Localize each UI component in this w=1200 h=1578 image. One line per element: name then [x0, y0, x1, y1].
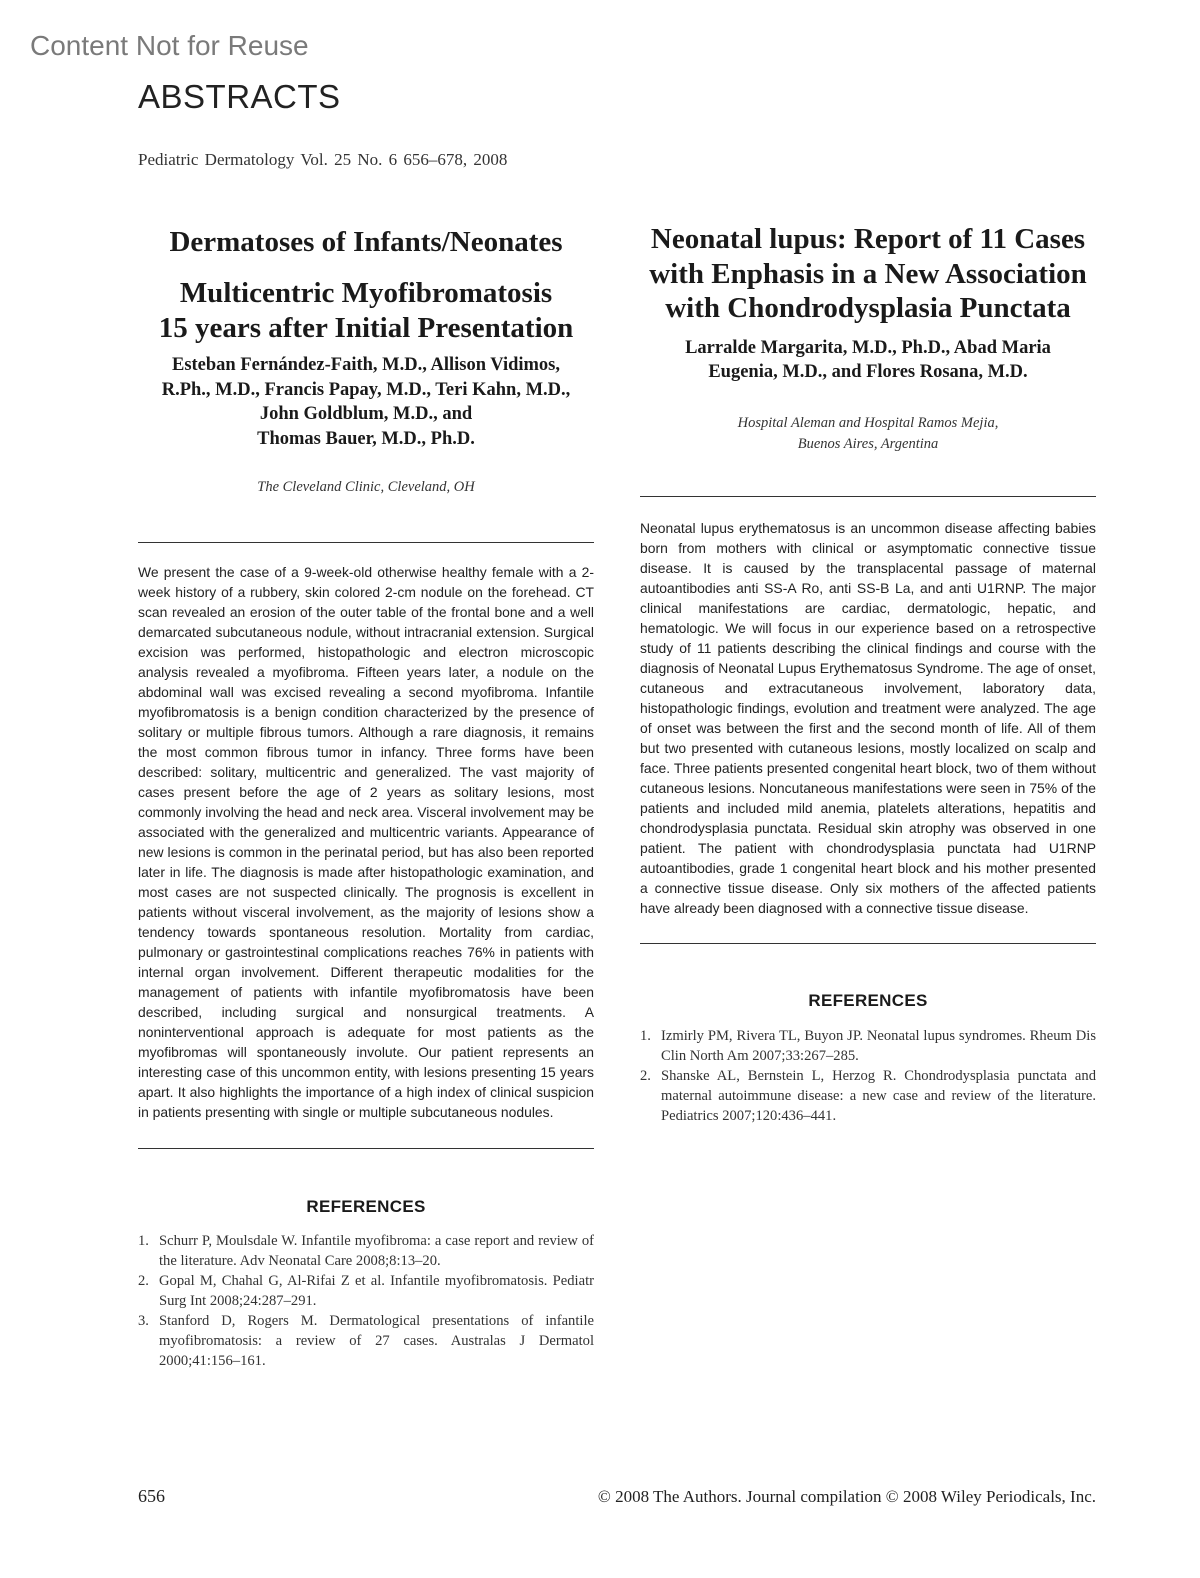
- authors-line: Eugenia, M.D., and Flores Rosana, M.D.: [708, 362, 1028, 382]
- reference-number: 2.: [640, 1067, 651, 1084]
- title-line: with Chondrodysplasia Punctata: [665, 292, 1071, 324]
- affiliation-line: Buenos Aires, Argentina: [797, 436, 939, 452]
- article-title: [640, 222, 1096, 326]
- journal-citation: Pediatric Dermatology Vol. 25 No. 6 656–678, 2008: [138, 150, 508, 169]
- divider: [138, 1148, 594, 1149]
- references-heading: REFERENCES: [306, 1196, 426, 1216]
- reference-item: [138, 1231, 594, 1271]
- divider: [640, 943, 1096, 944]
- authors-line: John Goldblum, M.D., and: [259, 404, 473, 424]
- reference-text: Stanford D, Rogers M. Dermatological presentations of infantile myofibromatosis: a review of 27 cases. Australas J Dermatol 2000;41:156–161.: [159, 1312, 594, 1369]
- reference-number: 1.: [640, 1027, 651, 1044]
- article-authors: [138, 353, 594, 451]
- section-title: ABSTRACTS: [138, 78, 341, 115]
- reference-number: 3.: [138, 1312, 149, 1329]
- left-article: [138, 222, 594, 1371]
- copyright-notice: © 2008 The Authors. Journal compilation © 2008 Wiley Periodicals, Inc.: [597, 1487, 1096, 1506]
- affiliation-line: Hospital Aleman and Hospital Ramos Mejia,: [737, 414, 999, 431]
- references-heading: REFERENCES: [808, 990, 928, 1010]
- authors-line: Thomas Bauer, M.D., Ph.D.: [257, 428, 475, 449]
- authors-line: Larralde Margarita, M.D., Ph.D., Abad Maria: [685, 337, 1051, 358]
- divider: [138, 542, 594, 543]
- reference-text: Schurr P, Moulsdale W. Infantile myofibroma: a case report and review of the literature. Adv Neonatal Care 2008;8:13–20.: [159, 1232, 594, 1269]
- article-affiliation: The Cleveland Clinic, Cleveland, OH: [257, 479, 475, 495]
- authors-line: Esteban Fernández-Faith, M.D., Allison Vidimos,: [171, 355, 560, 375]
- references-list: [138, 1231, 594, 1371]
- reference-text: Shanske AL, Bernstein L, Herzog R. Chondrodysplasia punctata and maternal autoimmune disease: a new case and review of the literature. Pediatrics 2007;120:436–441.: [661, 1067, 1096, 1124]
- references-list: [640, 1026, 1096, 1126]
- title-line: Neonatal lupus: Report of 11 Cases: [650, 223, 1086, 255]
- right-article: [640, 222, 1096, 1126]
- reference-item: [138, 1271, 594, 1311]
- authors-line: R.Ph., M.D., Francis Papay, M.D., Teri Kahn, M.D.,: [161, 379, 571, 400]
- divider: [640, 496, 1096, 497]
- reference-item: [640, 1026, 1096, 1066]
- reference-item: [640, 1066, 1096, 1126]
- title-line: with Enphasis in a New Association: [649, 257, 1087, 290]
- title-line: 15 years after Initial Presentation: [158, 311, 574, 344]
- reference-number: 1.: [138, 1232, 149, 1249]
- reference-text: Izmirly PM, Rivera TL, Buyon JP. Neonatal lupus syndromes. Rheum Dis Clin North Am 2007;33:267–285.: [661, 1027, 1096, 1064]
- article-authors: [640, 336, 1096, 385]
- reference-item: [138, 1311, 594, 1371]
- reference-number: 2.: [138, 1272, 149, 1289]
- abstract-text: We present the case of a 9-week-old otherwise healthy female with a 2-week history of a rubbery, skin colored 2-cm nodule on the forehead. CT scan revealed an erosion of the outer table of the frontal bone and a well demarcated subcutaneous nodule, without intracranial extension. Surgical excision was performed, histopathologic and electron microscopic analysis revealed a myofibroma. Fifteen years later, a nodule on the abdominal wall was excised revealing a second myofibroma. Infantile myofibromatosis is a benign condition characterized by the presence of solitary or multiple fibrous tumors. Although a rare diagnosis, it remains the most common fibrous tumor in infancy. Three forms have been described: solitary, multicentric and generalized. The vast majority of cases present before the age of 2 years as solitary lesions, most commonly involving the head and neck area. Visceral involvement may be associated with the generalized and multicentric variants. Appearance of new lesions is common in the perinatal period, but has also been reported later in life. The diagnosis is made after histopathologic examination, and most cases are not suspected clinically. The prognosis is excellent in patients without visceral involvement, as the majority of lesions show a tendency towards spontaneous resolution. Mortality from cardiac, pulmonary or gastrointestinal complications reaches 76% in patients with internal organ involvement. Different therapeutic modalities for the management of patients with infantile myofibromatosis have been described, including surgical and nonsurgical treatments. A noninterventional approach is adequate for most patients as the myofibromas will spontaneously involute. Our patient represents an interesting case of this uncommon entity, with lesions presenting 15 years apart. It also highlights the importance of a high index of clinical suspicion in patients presenting with single or multiple subcutaneous nodules.: [138, 563, 594, 1120]
- reference-text: Gopal M, Chahal G, Al-Rifai Z et al. Infantile myofibromatosis. Pediatr Surg Int 2008;24:287–291.: [159, 1272, 594, 1309]
- article-title: [138, 276, 594, 345]
- page-number: 656: [138, 1486, 165, 1506]
- category-heading: Dermatoses of Infants/Neonates: [169, 226, 563, 258]
- abstract-text: Neonatal lupus erythematosus is an uncommon disease affecting babies born from mothers with clinical or asymptomatic connective tissue disease. It is caused by the transplacental passage of maternal autoantibodies anti SS-A Ro, anti SS-B La, and anti U1RNP. The major clinical manifestations are cardiac, dermatologic, hepatic, and hematologic. We will focus in our experience based on a retrospective study of 11 patients describing the clinical findings and course with the diagnosis of Neonatal Lupus Erythematosus Syndrome. The age of onset, cutaneous and extracutaneous involvement, laboratory data, histopathologic findings, evolution and treatment were analyzed. The age of onset was between the first and the second month of life. All of them but two presented with cutaneous lesions, mostly localized on scalp and face. Three patients presented congenital heart block, two of them without cutaneous lesions. Noncutaneous manifestations were seen in 75% of the patients and included mild anemia, platelets alterations, hepatitis and chondrodysplasia punctata. Residual skin atrophy was observed in one patient. The patient with chondrodysplasia punctata had U1RNP autoantibodies, grade 1 congenital heart block and his mother presented a connective tissue disease. Only six mothers of the affected patients have already been diagnosed with a connective tissue disease.: [640, 519, 1096, 916]
- title-line: Multicentric Myofibromatosis: [179, 277, 553, 309]
- watermark: Content Not for Reuse: [30, 30, 309, 61]
- article-affiliation: [640, 413, 1096, 456]
